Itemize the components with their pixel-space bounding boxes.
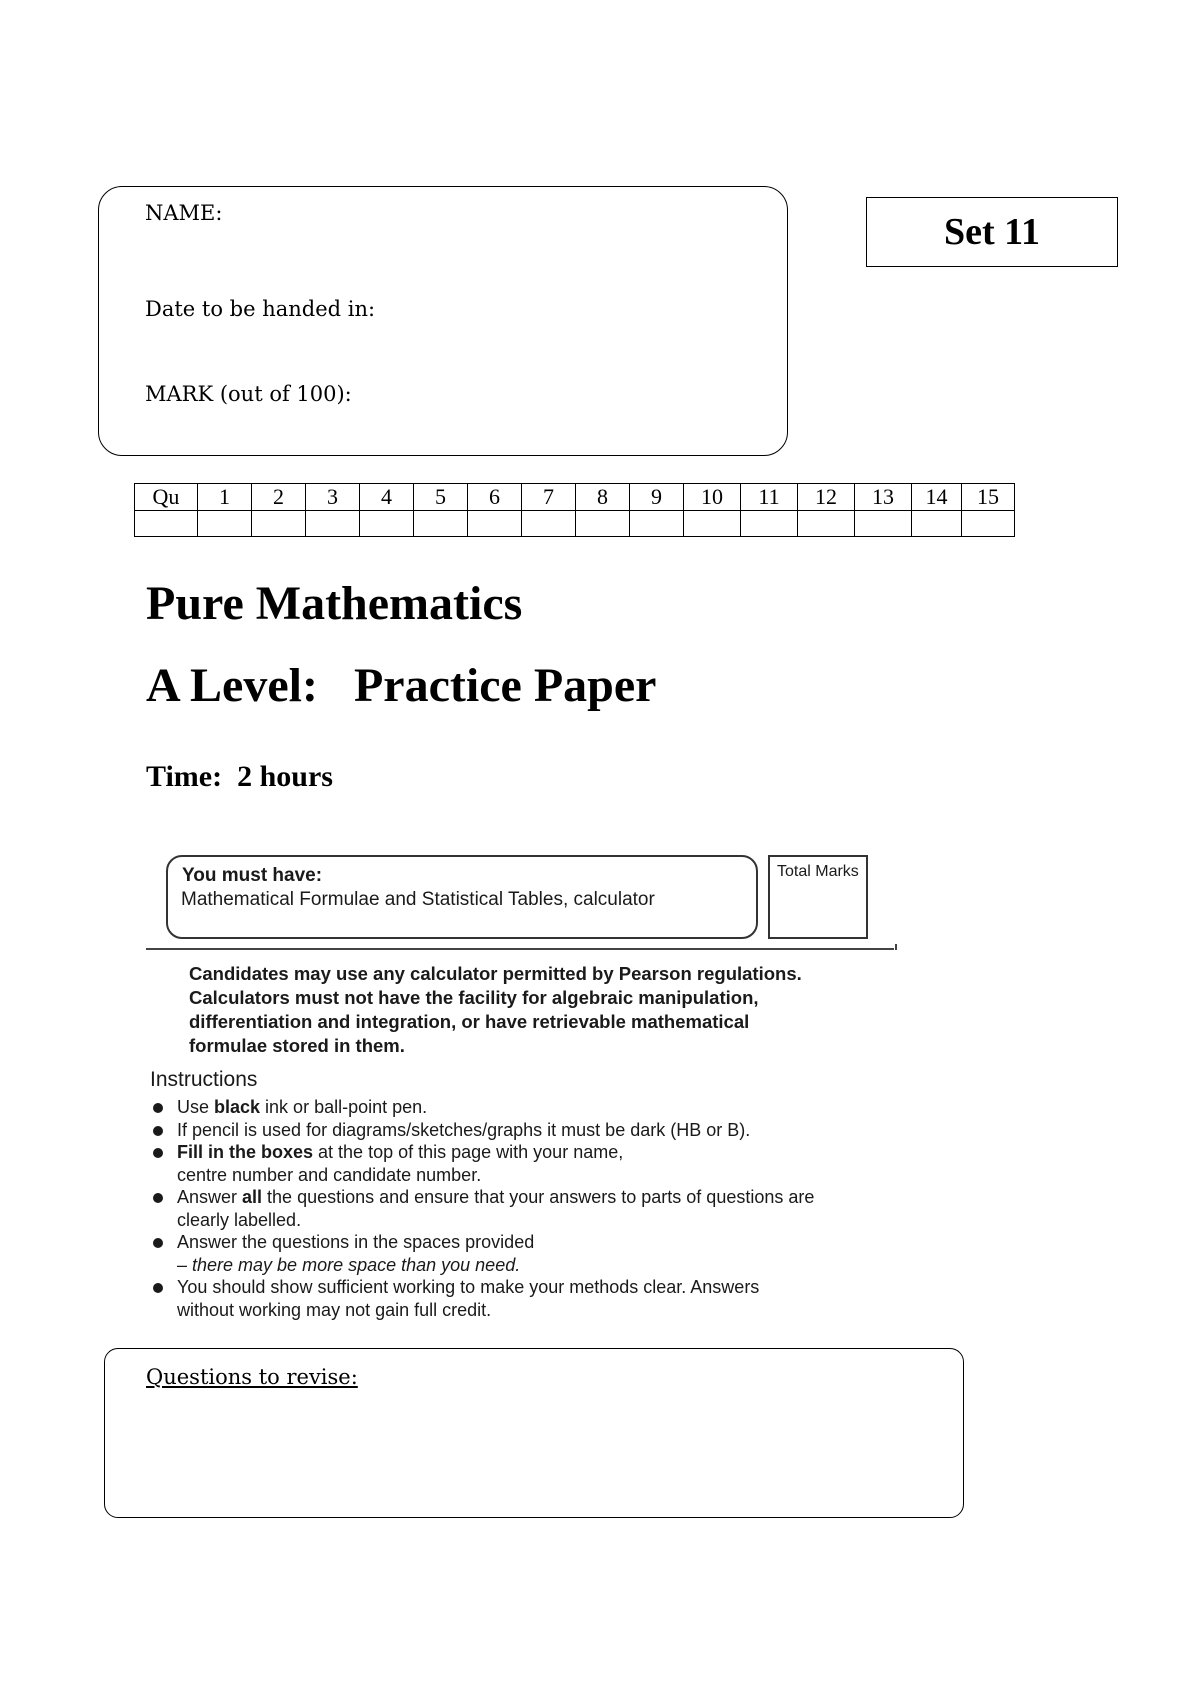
instruction-item [150, 1096, 910, 1119]
question-number-cell: 12 [798, 484, 855, 511]
divider-hook [891, 944, 897, 950]
instruction-emphasis: all [242, 1187, 263, 1207]
question-number-cell: 11 [741, 484, 798, 511]
instruction-emphasis: Fill in the boxes [177, 1142, 314, 1162]
question-number-cell: 7 [522, 484, 576, 511]
question-mark-cell[interactable] [798, 511, 855, 537]
divider-line [146, 948, 894, 950]
question-number-cell: 14 [912, 484, 962, 511]
time-allowed: Time: 2 hours [146, 760, 333, 793]
question-mark-cell[interactable] [855, 511, 912, 537]
question-mark-cell[interactable] [468, 511, 522, 537]
instructions-heading: Instructions [150, 1068, 258, 1091]
question-mark-cell[interactable] [360, 511, 414, 537]
question-mark-cell[interactable] [630, 511, 684, 537]
instruction-text: at the top of this page with your name, [313, 1142, 624, 1162]
instruction-item [150, 1186, 910, 1231]
instruction-text: ink or ball-point pen. [260, 1097, 428, 1117]
bullet-icon [153, 1148, 163, 1158]
must-have-heading: You must have: [182, 865, 323, 886]
question-number-cell: 15 [962, 484, 1015, 511]
calculator-note-line: differentiation and integration, or have retrievable mathematical [189, 1011, 750, 1032]
date-label: Date to be handed in: [145, 297, 376, 321]
instruction-text-continued: clearly labelled. [177, 1209, 302, 1230]
calculator-note-line: formulae stored in them. [189, 1035, 405, 1056]
instructions-list [150, 1096, 910, 1321]
bullet-icon [153, 1126, 163, 1136]
bullet-icon [153, 1238, 163, 1248]
question-number-cell: 13 [855, 484, 912, 511]
bullet-icon [153, 1283, 163, 1293]
student-info-box [98, 186, 788, 456]
paper-subject-title: Pure Mathematics [146, 577, 523, 630]
instruction-text-continued: without working may not gain full credit. [177, 1299, 492, 1320]
questions-to-revise-label: Questions to revise: [146, 1365, 358, 1389]
must-have-box [166, 855, 758, 939]
question-number-cell: 2 [252, 484, 306, 511]
instruction-text-continued: centre number and candidate number. [177, 1164, 482, 1185]
question-mark-cell[interactable] [414, 511, 468, 537]
instruction-text: Answer the questions in the spaces provided [177, 1232, 535, 1252]
question-number-cell: 8 [576, 484, 630, 511]
question-mark-cell[interactable] [912, 511, 962, 537]
qu-row-label: Qu [135, 484, 198, 511]
must-have-text: Mathematical Formulae and Statistical Tables, calculator [181, 889, 655, 910]
instruction-text-continued: – there may be more space than you need. [177, 1254, 521, 1275]
bullet-icon [153, 1193, 163, 1203]
instruction-text: Use [177, 1097, 215, 1117]
qu-mark-blank [135, 511, 198, 537]
instruction-item [150, 1276, 910, 1321]
set-number-box: Set 11 [866, 197, 1118, 267]
calculator-notes [189, 962, 869, 1058]
instruction-emphasis: black [214, 1097, 261, 1117]
question-marks-table [134, 483, 1015, 537]
instruction-text: the questions and ensure that your answers to parts of questions are [262, 1187, 815, 1207]
question-mark-cell[interactable] [741, 511, 798, 537]
question-number-row [135, 484, 1015, 511]
question-mark-cell[interactable] [198, 511, 252, 537]
question-number-cell: 9 [630, 484, 684, 511]
calculator-note-line: Candidates may use any calculator permitted by Pearson regulations. [189, 963, 802, 984]
name-label: NAME: [145, 201, 223, 225]
question-mark-cell[interactable] [522, 511, 576, 537]
instruction-item [150, 1141, 910, 1186]
instruction-text: Answer [177, 1187, 243, 1207]
question-number-cell: 4 [360, 484, 414, 511]
question-number-cell: 1 [198, 484, 252, 511]
question-mark-cell[interactable] [306, 511, 360, 537]
question-number-cell: 10 [684, 484, 741, 511]
question-mark-cell[interactable] [576, 511, 630, 537]
instruction-text: If pencil is used for diagrams/sketches/graphs it must be dark (HB or B). [177, 1119, 751, 1140]
total-marks-label: Total Marks [777, 863, 859, 880]
mark-label: MARK (out of 100): [145, 382, 352, 406]
paper-level-title: A Level: Practice Paper [146, 659, 657, 712]
question-mark-cell[interactable] [962, 511, 1015, 537]
total-marks-box [768, 855, 868, 939]
question-number-cell: 5 [414, 484, 468, 511]
questions-to-revise-box [104, 1348, 964, 1518]
question-number-cell: 6 [468, 484, 522, 511]
bullet-icon [153, 1103, 163, 1113]
instruction-item [150, 1119, 910, 1142]
question-mark-cell[interactable] [684, 511, 741, 537]
question-mark-cell[interactable] [252, 511, 306, 537]
question-mark-row [135, 511, 1015, 537]
question-number-cell: 3 [306, 484, 360, 511]
calculator-note-line: Calculators must not have the facility for algebraic manipulation, [189, 987, 759, 1008]
instruction-text: You should show sufficient working to make your methods clear. Answers [177, 1277, 760, 1297]
instruction-item [150, 1231, 910, 1276]
